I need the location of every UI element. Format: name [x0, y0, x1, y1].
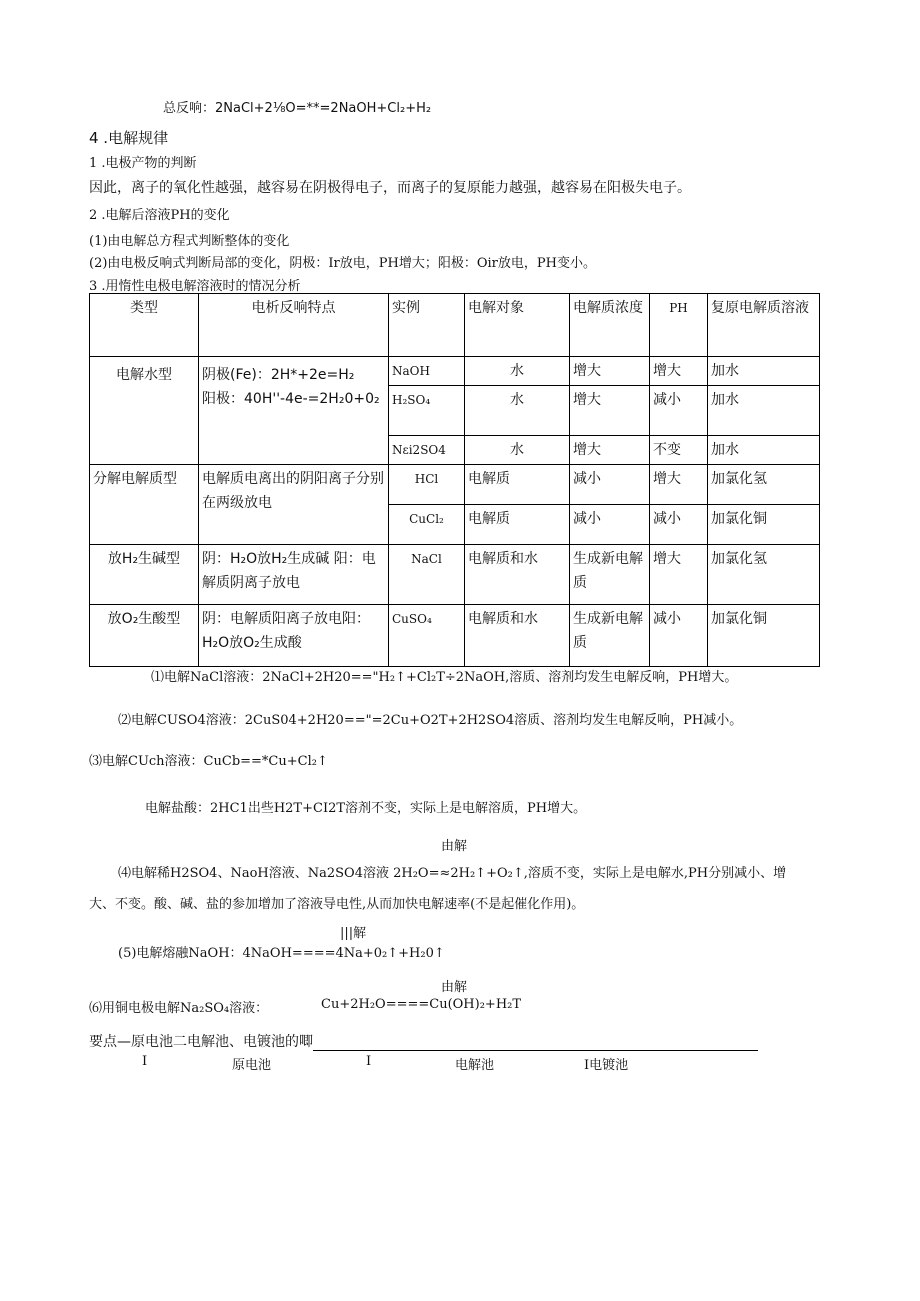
- ph-cell: 减小: [650, 386, 708, 436]
- example-cell: NaCl: [389, 545, 465, 605]
- feature-cell: 电解质电离出的阴阳离子分别在两级放电: [199, 465, 389, 545]
- feature-cell: 阴：H₂O放H₂生成碱 阳：电解质阴离子放电: [199, 545, 389, 605]
- header-restore: 复原电解质溶液: [708, 294, 820, 357]
- object-cell: 水: [465, 357, 570, 386]
- note-4-label: 由解: [441, 839, 468, 854]
- keypoint-col-galvanic: 原电池: [232, 1058, 272, 1073]
- note-1: ⑴电解NaCl溶液：2NaCl+2H20=="H₂↑+Cl₂T÷2NaOH,溶质、溶剂均发生电解反响，PH增大。: [151, 670, 738, 685]
- sub-2: (2)由电极反响式判断局部的变化，阴极：Ir放电，PH增大；阳极：Oir放电，PH变小。: [89, 256, 596, 271]
- example-cell: Nεi2SO4: [389, 436, 465, 465]
- feature-cell: 阴：电解质阳离子放电阳：H₂O放O₂生成酸: [199, 605, 389, 667]
- table-row: [90, 357, 820, 386]
- type-cell: 放H₂生碱型: [90, 545, 199, 605]
- restore-cell: 加氯化铜: [708, 505, 820, 545]
- type-cell: 分解电解质型: [90, 465, 199, 545]
- ph-cell: 不变: [650, 436, 708, 465]
- note-5: (5)电解熔融NaOH：4NaOH====4Na+0₂↑+H₂0↑: [118, 946, 445, 961]
- restore-cell: 加水: [708, 386, 820, 436]
- restore-cell: 加氯化氢: [708, 545, 820, 605]
- ph-cell: 减小: [650, 505, 708, 545]
- restore-cell: 加氯化铜: [708, 605, 820, 667]
- object-cell: 电解质: [465, 505, 570, 545]
- note-6-equation: Cu+2H₂O====Cu(OH)₂+H₂T: [321, 997, 522, 1012]
- conc-cell: 减小: [570, 505, 650, 545]
- cathode-reaction: 阴极(Fe)：2H*+2e=H₂: [202, 367, 355, 383]
- header-object: 电解对象: [465, 294, 570, 357]
- conc-cell: 生成新电解质: [570, 545, 650, 605]
- keypoint-col-electrolytic: 电解池: [455, 1058, 495, 1073]
- electrolysis-table: [89, 293, 820, 667]
- item-2: 2 .电解后溶液PH的变化: [89, 208, 230, 223]
- note-3: ⑶电解CUch溶液：CuCb==*Cu+Cl₂↑: [89, 754, 328, 769]
- note-3b: 电解盐酸：2HC1岀些H2T+CI2T溶剂不变，实际上是电解溶质，PH增大。: [145, 801, 587, 816]
- header-concentration: 电解质浓度: [570, 294, 650, 357]
- item-1: 1 .电极产物的判断: [89, 156, 197, 171]
- keypoint-title-text: 要点—原电池二电解池、电镀池的唧: [89, 1034, 313, 1050]
- object-cell: 电解质: [465, 465, 570, 505]
- header-example: 实例: [389, 294, 465, 357]
- restore-cell: 加氯化氢: [708, 465, 820, 505]
- conc-cell: 生成新电解质: [570, 605, 650, 667]
- note-6-label: 由解: [441, 980, 468, 995]
- sub-1: (1)由电解总方程式判断整体的变化: [89, 234, 290, 249]
- type-cell: 电解水型: [90, 357, 199, 465]
- ph-cell: 增大: [650, 545, 708, 605]
- example-cell: HCl: [389, 465, 465, 505]
- ph-cell: 增大: [650, 465, 708, 505]
- note-6-text: ⑹用铜电极电解Na₂SO₄溶液：: [89, 1001, 269, 1016]
- example-cell: CuCl₂: [389, 505, 465, 545]
- underline-blank: [313, 1036, 758, 1051]
- restore-cell: 加水: [708, 436, 820, 465]
- section-4-title: 4 .电解规律: [89, 129, 169, 147]
- restore-cell: 加水: [708, 357, 820, 386]
- feature-cell: [199, 357, 389, 465]
- conc-cell: 增大: [570, 436, 650, 465]
- note-2: ⑵电解CUSO4溶液：2CuS04+2H20=="=2Cu+O2T+2H2SO4溶质、溶剂均发生电解反响，PH减小。: [118, 713, 743, 728]
- conc-cell: 减小: [570, 465, 650, 505]
- note-4a: ⑷电解稀H2SO4、NaoH溶液、Na2SO4溶液 2H₂O=≈2H₂↑+O₂↑,溶质不变，实际上是电解水,PH分别减小、增: [118, 866, 787, 881]
- keypoint-col-electroplating: I电镀池: [584, 1058, 629, 1073]
- object-cell: 电解质和水: [465, 605, 570, 667]
- table-row: [90, 605, 820, 667]
- object-cell: 水: [465, 436, 570, 465]
- table-row: [90, 465, 820, 505]
- note-4b: 大、不变。酸、碱、盐的参加增加了溶液导电性,从而加快电解速率(不是起催化作用)。: [89, 897, 585, 912]
- item-3: 3 .用惰性电极电解溶液时的情况分析: [89, 279, 301, 294]
- table-header-row: [90, 294, 820, 357]
- conc-cell: 增大: [570, 386, 650, 436]
- object-cell: 电解质和水: [465, 545, 570, 605]
- keypoint-col-3: I: [366, 1054, 372, 1069]
- table-row: [90, 545, 820, 605]
- example-cell: CuSO₄: [389, 605, 465, 667]
- ph-cell: 减小: [650, 605, 708, 667]
- keypoint-title: [89, 1031, 758, 1051]
- anode-reaction: 阳极：40H''-4e-=2H₂0+0₂: [202, 391, 380, 407]
- total-reaction: 总反响：2NaCl+2⅛O=**=2NaOH+Cl₂+H₂: [163, 101, 432, 116]
- conc-cell: 增大: [570, 357, 650, 386]
- example-cell: H₂SO₄: [389, 386, 465, 436]
- conclusion-text: 因此，离子的氧化性越强，越容易在阴极得电子，而离子的复原能力越强，越容易在阳极失电子。: [89, 180, 691, 196]
- example-cell: NaOH: [389, 357, 465, 386]
- header-type: 类型: [90, 294, 199, 357]
- keypoint-col-1: I: [142, 1054, 148, 1069]
- note-5-label: |||解: [340, 926, 367, 941]
- object-cell: 水: [465, 386, 570, 436]
- header-feature: 电析反响特点: [199, 294, 389, 357]
- header-ph: PH: [650, 294, 708, 357]
- type-cell: 放O₂生酸型: [90, 605, 199, 667]
- ph-cell: 增大: [650, 357, 708, 386]
